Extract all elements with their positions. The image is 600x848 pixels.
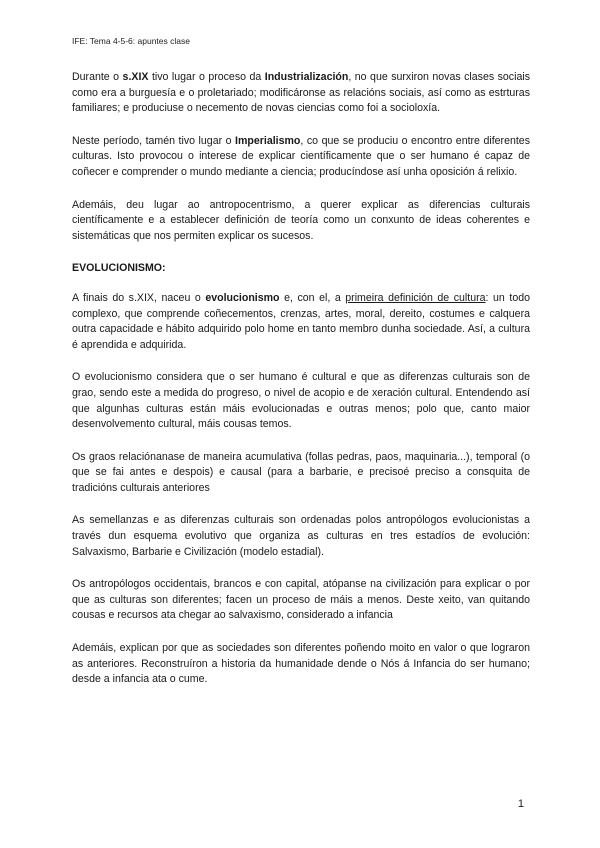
paragraph-degrees-relation: Os graos relaciónanase de maneira acumulativa (follas pedras, paos, maquinaria...), temporal (o que se fai antes e despois) e causal (para a barbarie, e precisoé preciso a consquita de tradicións culturais anteriores bbox=[72, 450, 530, 494]
text-run: Durante o bbox=[72, 71, 123, 83]
section-heading: EVOLUCIONISMO: bbox=[72, 262, 166, 275]
page-number: 1 bbox=[517, 798, 524, 810]
paragraph-history-reconstruction: Ademáis, explican por que as sociedades son diferentes poñendo moito en valor o que lograron as anteriores. Reconstruíron a historia da humanidade dende o Nós á Infancia do ser humano; desde a infancia ata o cume. bbox=[72, 642, 530, 686]
bold-term: Industrialización bbox=[264, 71, 349, 83]
text-run: Neste período, tamén tivo lugar o bbox=[72, 134, 236, 147]
paragraph-evolutionism-origin bbox=[72, 291, 530, 353]
paragraph-western-anthropologists: Os antropólogos occidentais, brancos e con capital, atópanse na civilización para explicar o por que as culturas son diferentes; facen un proceso de máis a menos. Deste xeito, van quitando cousas e recursos ata chegar ao salvaxismo, considerado a infancia bbox=[72, 578, 530, 622]
bold-term: s.XIX bbox=[122, 71, 149, 83]
text-run: : un todo complexo, que comprende coñecementos, crenzas, artes, moral, dereito, costumes e calquera outra capacidade e hábito adquirido polo home en tanto membro dunha sociedade. Así, a cultura é aprendida e adquirida. bbox=[72, 291, 530, 351]
text-run: , no que surxiron novas clases sociais como era a burguesía e o proletariado; modificáronse as relacións sociais, así como as estrturas familiares; e produciuse o necemento de novas ciencias como foi a socioloxía. bbox=[72, 71, 530, 115]
paragraph-industrialization bbox=[72, 70, 530, 117]
page-header: IFE: Tema 4-5-6: apuntes clase bbox=[72, 36, 190, 46]
bold-term: evolucionismo bbox=[205, 291, 280, 304]
paragraph-cultural-degree: O evolucionismo considera que o ser humano é cultural e que as diferenzas culturais son de grao, sendo este a medida do progreso, o nivel de acopio e de xeración cultural. Entendendo así que algunhas culturas están máis evolucionadas e outras menos; polo que, canto maior desenvolvemento cultural, máis cousas temos. bbox=[72, 371, 530, 431]
text-run: A finais do s.XIX, naceu o bbox=[72, 291, 206, 304]
text-run: tivo lugar o proceso da bbox=[148, 71, 265, 83]
paragraph-stadial-model: As semellanzas e as diferenzas culturais son ordenadas polos antropólogos evolucionistas a través dun esquema evolutivo que organiza as culturas en tres estadíos de evolución: Salvaxismo, Barbarie e Civilización (modelo estadial). bbox=[72, 514, 530, 558]
document-body bbox=[72, 70, 530, 705]
paragraph-anthropocentrism: Ademáis, deu lugar ao antropocentrismo, a querer explicar as diferencias culturais científicamente e a establecer definición de teoría como un conxunto de ideas coherentes e sistemáticas que nos permiten explicar os sucesos. bbox=[72, 198, 530, 242]
text-run: , co que se produciu o encontro entre diferentes culturas. Isto provocou o interese de explicar científicamente que o ser humano é capaz de coñecer e comprender o mundo mediante a ciencia; producíndose así unha oposición á relixio. bbox=[72, 134, 530, 178]
underlined-term: primeira definición de cultura bbox=[345, 291, 486, 304]
paragraph-imperialism bbox=[72, 134, 530, 181]
bold-term: Imperialismo bbox=[235, 134, 301, 147]
text-run: e, con el, a bbox=[279, 291, 346, 304]
